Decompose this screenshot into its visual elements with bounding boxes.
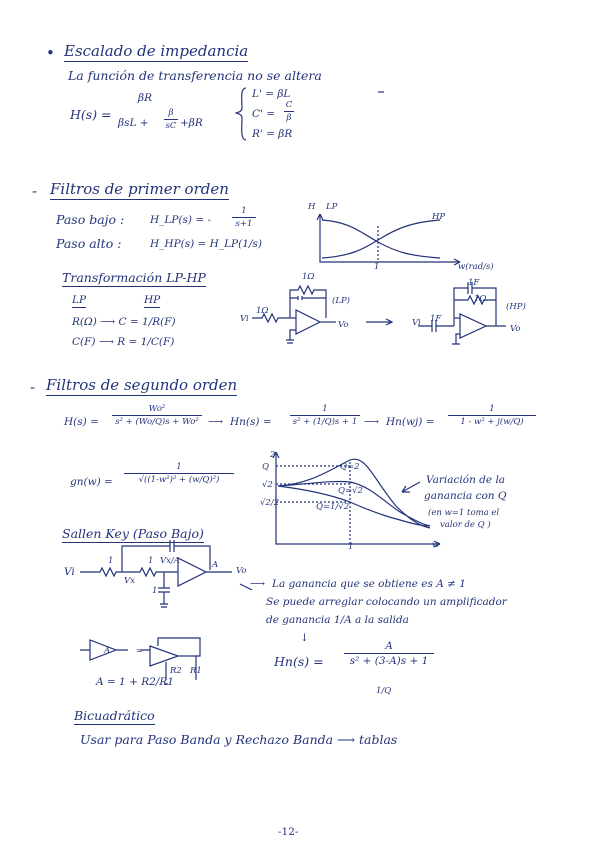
last-line: Usar para Paso Banda y Rechazo Banda ⟶ tablas [80, 732, 398, 747]
page-number: -12- [278, 826, 299, 838]
graph1-w: w(rad/s) [458, 262, 494, 272]
amp-r1: R1 [190, 666, 202, 676]
map-c-to-r: C(F) ⟶ R = 1/C(F) [72, 336, 175, 348]
circuit1-tag: (LP) [332, 296, 350, 306]
h-den-frac: β sC [165, 108, 177, 131]
col-hp: HP [144, 294, 161, 306]
graph1 [317, 214, 460, 265]
sk-a: A [212, 560, 219, 570]
sk-r1: 1 [108, 556, 114, 566]
graph2-y1: Q [262, 462, 269, 472]
graph1-h: H [308, 202, 316, 212]
dash-3: - [30, 378, 36, 396]
rule-c-frac: C β [285, 100, 293, 123]
amp-formula: A = 1 + R2/R1 [96, 676, 174, 688]
circuit2-cap-top: 1F [468, 278, 480, 288]
graph2-w: w [432, 540, 440, 550]
hn2-lhs: Hn(s) = [274, 654, 324, 669]
note-line-4: valor de Q ) [440, 520, 491, 530]
note-arrow [402, 482, 420, 492]
graph2-top: 2 [270, 450, 276, 460]
circuit1-vi: Vi [240, 314, 249, 324]
amp-eq: = [136, 646, 144, 656]
graph1-one: 1 [374, 262, 380, 272]
col-lp: LP [72, 294, 87, 306]
lp-curve [322, 220, 440, 258]
rule-c: C' = [252, 108, 276, 120]
hnjw-lhs: Hn(wj) = [386, 416, 435, 428]
graph2-q2: Q=2 [340, 462, 360, 472]
circuit1-vo: Vo [338, 320, 349, 330]
section-title-segundo-orden: Filtros de segundo orden [46, 376, 238, 394]
paso-bajo-eq: H_LP(s) = - [150, 214, 212, 226]
arrow-2: ⟶ [364, 416, 380, 428]
paso-alto-eq: H_HP(s) = H_LP(1/s) [150, 238, 262, 250]
note-line-1: Variación de la [426, 474, 506, 486]
gn-lhs: gn(w) = [70, 476, 113, 488]
circuit1-res-top: 1Ω [302, 272, 315, 282]
h-den-a: βsL + [118, 117, 149, 129]
sk-vx: Vx [124, 576, 135, 586]
amp-r2: R2 [170, 666, 182, 676]
gain-arrow-down: ↓ [300, 632, 309, 644]
circuit2-res-top: 1Ω [474, 294, 487, 304]
gain-arrow: ⟶ [250, 578, 266, 590]
hn-frac: 1 s² + (1/Q)s + 1 [290, 404, 360, 427]
amp-equivalence [80, 638, 200, 684]
sk-to-text-arrow [240, 584, 252, 590]
brace [236, 88, 246, 140]
circuit2-cap-in: 1F [430, 314, 442, 324]
circuit2 [418, 282, 506, 344]
dash-2: - [32, 182, 38, 200]
h-numerator: βR [138, 92, 152, 104]
arrow-1: ⟶ [208, 416, 224, 428]
paso-bajo-frac: 1 s+1 [232, 206, 256, 229]
hs-lhs: H(s) = [64, 416, 99, 428]
bullet: • [46, 44, 55, 62]
note-line-3: (en w=1 toma el [428, 508, 500, 518]
graph2 [273, 452, 440, 547]
sk-r2: 1 [148, 556, 154, 566]
rule-l: L' = βL [252, 88, 291, 100]
subtitle-funcion-transferencia: La función de transferencia no se altera [68, 68, 322, 83]
sallen-key-title: Sallen Key (Paso Bajo) [62, 526, 204, 541]
circuit2-vi: Vi [412, 318, 421, 328]
hn-lhs: Hn(s) = [230, 416, 272, 428]
h-lhs: H(s) = [70, 107, 112, 122]
hs-frac: Wo² s² + (Wo/Q)s + Wo² [112, 404, 202, 427]
circuit1 [252, 286, 336, 343]
sallen-key-circuit [80, 540, 232, 607]
graph2-y2: √2 [262, 480, 273, 490]
arrow-circuits [366, 319, 392, 325]
graph2-qr2: Q=√2 [338, 486, 363, 496]
hn2-frac: A s² + (3-A)s + 1 [344, 640, 434, 667]
gain-line-3: de ganancia 1/A a la salida [266, 614, 409, 626]
sk-vi: Vi [64, 566, 75, 578]
hp-curve [322, 220, 440, 258]
circuit2-tag: (HP) [506, 302, 526, 312]
paso-bajo-label: Paso bajo : [56, 212, 125, 227]
graph2-x1: 1 [348, 542, 354, 552]
circuit1-res-in: 1Ω [256, 306, 269, 316]
gain-line-1: La ganancia que se obtiene es A ≠ 1 [272, 578, 466, 590]
hn2-sub: 1/Q [376, 686, 392, 696]
graph1-lp-label: LP [326, 202, 338, 212]
gn-frac: 1 √((1-w²)² + (w/Q)²) [124, 462, 234, 485]
graph1-hp-label: HP [432, 212, 446, 222]
gain-line-2: Se puede arreglar colocando un amplificador [266, 596, 507, 608]
transformacion-title: Transformación LP-HP [62, 270, 206, 285]
paso-alto-label: Paso alto : [56, 236, 122, 251]
graph2-y3: √2/2 [260, 498, 280, 508]
sk-vxa: Vx/A [160, 556, 180, 566]
section-title-escalado: Escalado de impedancia [64, 42, 249, 60]
sk-c2: 1 [152, 586, 158, 596]
amp-a: A [104, 646, 111, 656]
hnjw-frac: 1 1 - w² + j(w/Q) [448, 404, 536, 427]
rule-r: R' = βR [252, 128, 293, 140]
curve-q2 [278, 459, 430, 528]
section-title-primer-orden: Filtros de primer orden [50, 180, 229, 198]
graph2-q1r2: Q=1/√2 [316, 502, 350, 512]
h-den-b: +βR [180, 117, 203, 129]
map-r-to-c: R(Ω) ⟶ C = 1/R(F) [72, 316, 176, 328]
note-line-2: ganancia con Q [424, 490, 507, 502]
sk-vo: Vo [236, 566, 247, 576]
circuit2-vo: Vo [510, 324, 521, 334]
bicuadratico-title: Bicuadrático [74, 708, 155, 723]
